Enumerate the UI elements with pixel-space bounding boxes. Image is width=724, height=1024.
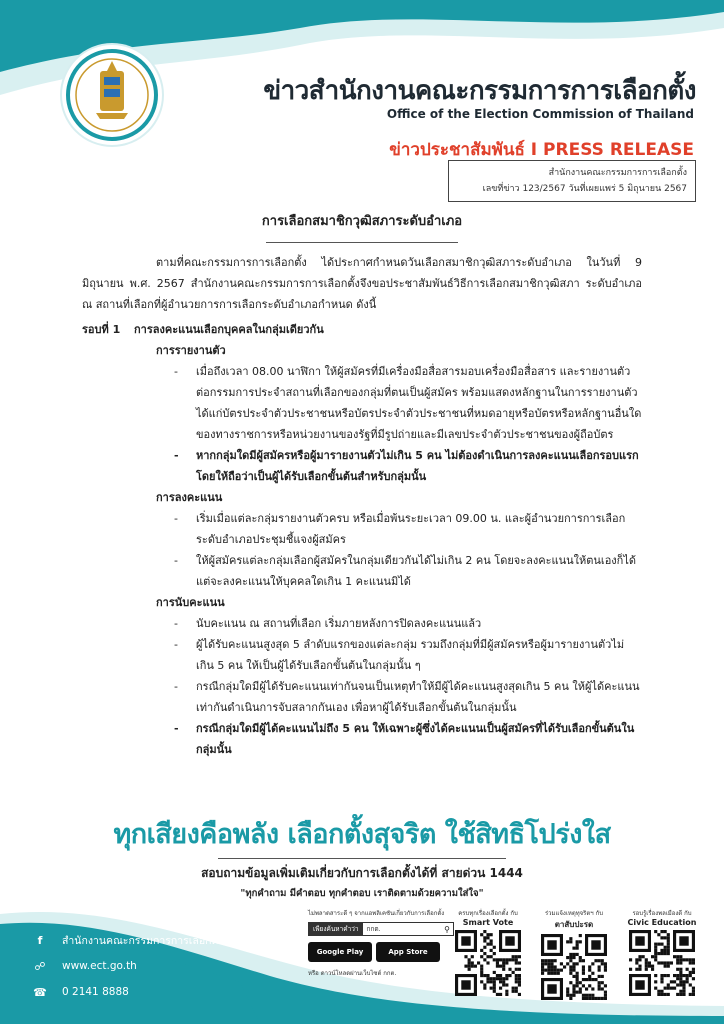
round-label: รอบที่ 1 [82, 323, 121, 336]
ect-logo [62, 45, 162, 145]
app-search-label: เพียงค้นหาคำว่า [309, 923, 363, 935]
hotline-inquiry: สอบถามข้อมูลเพิ่มเติมเกี่ยวกับการเลือกตั้งได้ที่ สายด่วน 1444 [201, 866, 523, 880]
intro-paragraph: ตามที่คณะกรรมการการเลือกตั้ง ได้ประกาศกำหนดวันเลือกสมาชิกวุฒิสภาระดับอำเภอ ในวันที่ 9 มิถุนายน พ.ศ. 2567 สำนักงานคณะกรรมการการเลือกตั้งจึงขอประชาสัมพันธ์วิธีการเลือกสมาชิกวุฒิสภา ระดับอำเภอ ณ สถานที่เลือกที่ผู้อำนวยการการเลือกระดับอำเภอกำหนด ดังนี้ [82, 256, 642, 311]
app-store-badge[interactable] [376, 942, 440, 962]
qr-caption: ครบทุกเรื่องเลือกตั้ง กับ [458, 910, 518, 917]
app-promo-text: ไม่พลาดสาระดี ๆ จากแอพลิเคชันเกี่ยวกับการเลือกตั้ง [308, 910, 445, 917]
facebook-icon: f [30, 930, 50, 950]
search-icon: ⚲ [444, 924, 450, 934]
document-body [82, 252, 642, 760]
qr-caption: ร่วมแจ้งเหตุทุจริตฯ กับ [544, 910, 604, 917]
section-heading-report: การรายงานตัว [156, 344, 226, 357]
qr-name: Civic Education [627, 918, 697, 927]
qr-code-icon [629, 930, 695, 996]
news-info-number-date: เลขที่ข่าว 123/2567 วันที่เผยแพร่ 5 มิถุนายน 2567 [482, 184, 687, 194]
list-item: - กรณีกลุ่มใดมีผู้ได้รับคะแนนเท่ากันจนเป็นเหตุทำให้มีผู้ได้คะแนนสูงสุดเกิน 5 คน ให้ผู้ได้คะแนนเท่ากันดำเนินการจับสลากกันเอง เพื่อหาผู้ได้รับเลือกขั้นต้นในกลุ่มนั้น [174, 676, 642, 718]
facebook-label: สำนักงานคณะกรรมการการเลือกตั้ง [62, 934, 224, 947]
list-item: - กรณีกลุ่มใดมีผู้ได้คะแนนไม่ถึง 5 คน ให้เฉพาะผู้ซึ่งได้คะแนนเป็นผู้สมัครที่ได้รับเลือกขั้นต้นในกลุ่มนั้น [174, 718, 642, 760]
round-heading [82, 319, 642, 340]
document-title: การเลือกสมาชิกวุฒิสภาระดับอำเภอ [261, 214, 463, 229]
qr-code-icon [541, 934, 607, 1000]
section-heading-counting: การนับคะแนน [156, 596, 225, 609]
qr-name: ตาสับปะรด [554, 920, 594, 929]
section-list-report [82, 361, 642, 487]
contact-website[interactable] [30, 956, 137, 976]
app-store-label: App Store [388, 948, 428, 956]
store-badges [308, 942, 454, 962]
campaign-slogan: ทุกเสียงคือพลัง เลือกตั้งสุจริต ใช้สิทธิโปร่งใส [113, 819, 611, 850]
app-search-bar[interactable] [308, 922, 454, 936]
qr-tasapparod[interactable] [534, 908, 614, 1004]
app-search-value: กกต. [366, 925, 381, 933]
list-item: - ให้ผู้สมัครแต่ละกลุ่มเลือกผู้สมัครในกลุ่มเดียวกันได้ไม่เกิน 2 คน โดยจะลงคะแนนให้ตนเองก็ได้ แต่จะลงคะแนนให้บุคคลใดเกิน 1 คะแนนมิได้ [174, 550, 642, 592]
news-info-box [448, 160, 696, 202]
contact-facebook[interactable] [30, 930, 223, 950]
globe-icon: ☍ [30, 956, 50, 976]
list-item: - เมื่อถึงเวลา 08.00 นาฬิกา ให้ผู้สมัครที่มีเครื่องมือสื่อสารมอบเครื่องมือสื่อสาร และรายงานตัวต่อกรรมการประจำสถานที่เลือกของกลุ่มที่ตนเป็นผู้สมัคร พร้อมแสดงหลักฐานในการรายงานตัว ได้แก่บัตรประจำตัวประชาชนหรือบัตรประจำตัวประชาชนที่หมดอายุหรือบัตรหรือหลักฐานอื่นใดของทางราชการหรือหน่วยงานของรัฐที่มีรูปถ่ายและมีเลขประจำตัวประชาชนของผู้ถือบัตร [174, 361, 642, 445]
qr-caption: รอบรู้เรื่องพลเมืองดี กับ [632, 910, 692, 917]
press-release-label: ข่าวประชาสัมพันธ์ I PRESS RELEASE [389, 140, 694, 160]
list-item: - ผู้ได้รับคะแนนสูงสุด 5 ลำดับแรกของแต่ละกลุ่ม รวมถึงกลุ่มที่มีผู้สมัครหรือผู้มารายงานตัวไม่เกิน 5 คน ให้เป็นผู้ได้รับเลือกขั้นต้นในกลุ่มนั้น ๆ [174, 634, 642, 676]
google-play-badge[interactable] [308, 942, 372, 962]
list-item: - เริ่มเมื่อแต่ละกลุ่มรายงานตัวครบ หรือเมื่อพ้นระยะเวลา 09.00 น. และผู้อำนวยการการเลือกระดับอำเภอประชุมชี้แจงผู้สมัคร [174, 508, 642, 550]
hotline-quote: "ทุกคำถาม มีคำตอบ ทุกคำตอบ เราติดตามด้วยความใส่ใจ" [240, 888, 484, 899]
app-website-text: หรือ ดาวน์โหลดผ่านเว็บไซต์ กกต. [308, 970, 397, 977]
app-download-block [308, 908, 454, 978]
round-title: การลงคะแนนเลือกบุคคลในกลุ่มเดียวกัน [134, 323, 324, 336]
qr-smart-vote[interactable] [448, 908, 528, 1000]
list-item: - หากกลุ่มใดมีผู้สมัครหรือผู้มารายงานตัวไม่เกิน 5 คน ไม่ต้องดำเนินการลงคะแนนเลือกรอบแรก โดยให้ถือว่าเป็นผู้ได้รับเลือกขั้นต้นสำหรับกลุ่มนั้น [174, 445, 642, 487]
phone-icon: ☎ [30, 982, 50, 1002]
news-info-office: สำนักงานคณะกรรมการการเลือกตั้ง [548, 168, 687, 178]
google-play-label: Google Play [316, 948, 364, 956]
contact-phone[interactable] [30, 982, 129, 1002]
header-title-en: Office of the Election Commission of Thailand [386, 107, 694, 121]
section-list-counting [82, 613, 642, 760]
qr-civic-education[interactable] [622, 908, 702, 1000]
qr-name: Smart Vote [462, 918, 514, 927]
website-label: www.ect.go.th [62, 960, 137, 972]
header-title-th: ข่าวสำนักงานคณะกรรมการการเลือกตั้ง [263, 76, 696, 106]
list-item: - นับคะแนน ณ สถานที่เลือก เริ่มภายหลังการปิดลงคะแนนแล้ว [174, 613, 642, 634]
section-list-voting [82, 508, 642, 592]
inquiry-divider [218, 858, 506, 859]
qr-code-icon [455, 930, 521, 996]
phone-label: 0 2141 8888 [62, 986, 129, 998]
section-heading-voting: การลงคะแนน [156, 491, 223, 504]
title-divider [266, 242, 458, 243]
